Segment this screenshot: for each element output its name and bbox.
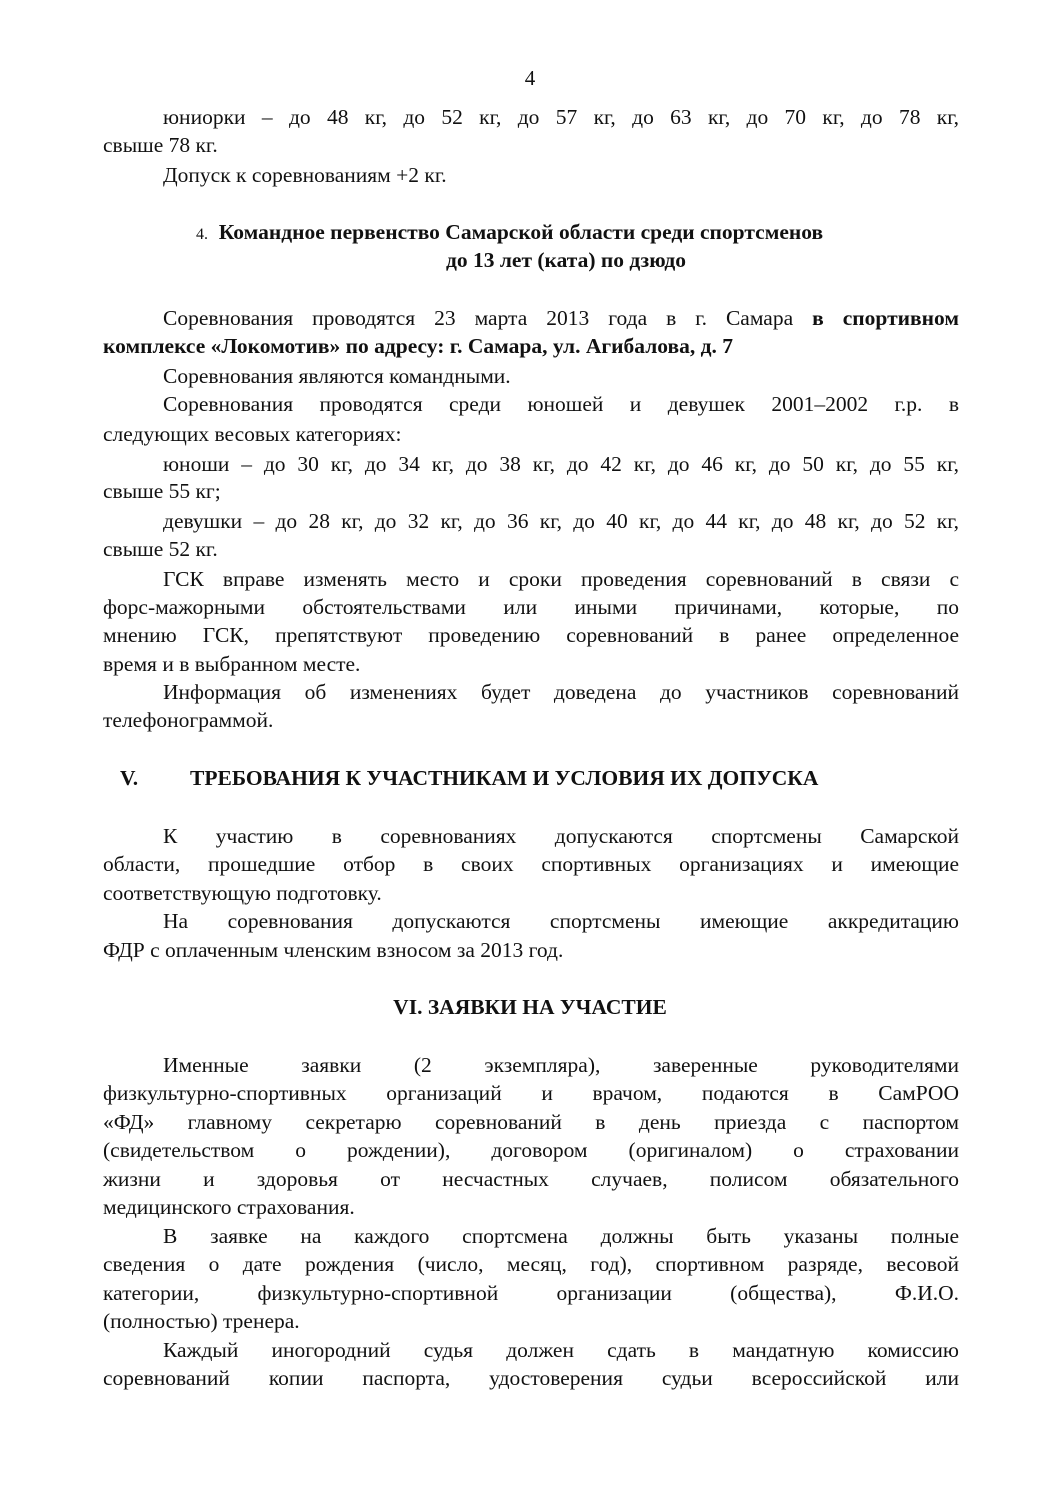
text-line: юноши – до 30 кг, до 34 кг, до 38 кг, до 42 кг, до 46 кг, до 50 кг, до 55 кг, [163, 452, 959, 476]
text-line: комплексе «Локомотив» по адресу: г. Самара, ул. Агибалова, д. 7 [103, 334, 733, 358]
text-line: жизни и здоровья от несчастных случаев, полисом обязательного [103, 1167, 959, 1191]
text-line: свыше 78 кг. [103, 133, 218, 157]
section-number: V. [120, 766, 139, 790]
text-line: ГСК вправе изменять место и сроки проведения соревнований в связи с [163, 567, 959, 591]
text-line: свыше 55 кг; [103, 479, 221, 503]
text-line: К участию в соревнованиях допускаются спортсмены Самарской [163, 824, 959, 848]
text-line: «ФД» главному секретарю соревнований в день приезда с паспортом [103, 1110, 959, 1134]
text-line: (свидетельством о рождении), договором (оригиналом) о страховании [103, 1138, 959, 1162]
text-span: Соревнования проводятся 23 марта 2013 года в г. Самара [163, 306, 813, 330]
section-title: ТРЕБОВАНИЯ К УЧАСТНИКАМ И УСЛОВИЯ ИХ ДОПУСКА [190, 766, 819, 790]
text-line: категории, физкультурно-спортивной организации (общества), Ф.И.О. [103, 1281, 959, 1305]
text-line: девушки – до 28 кг, до 32 кг, до 36 кг, до 40 кг, до 44 кг, до 48 кг, до 52 кг, [163, 509, 959, 533]
text-line: время и в выбранном месте. [103, 652, 361, 676]
text-line: следующих весовых категориях: [103, 422, 402, 446]
text-line: телефонограммой. [103, 708, 274, 732]
text-line: области, прошедшие отбор в своих спортивных организациях и имеющие [103, 852, 959, 876]
text-line: физкультурно-спортивных организаций и врачом, подаются в СамРОО [103, 1081, 959, 1105]
subsection-title-line1: Командное первенство Самарской области среди спортсменов [218, 220, 824, 244]
subsection-heading [196, 218, 823, 249]
text-line: Именные заявки (2 экземпляра), заверенные руководителями [163, 1053, 959, 1077]
subsection-title-line2: до 13 лет (ката) по дзюдо [445, 248, 687, 272]
text-line: В заявке на каждого спортсмена должны быть указаны полные [163, 1224, 959, 1248]
text-line: Информация об изменениях будет доведена до участников соревнований [163, 680, 959, 704]
text-line: свыше 52 кг. [103, 537, 218, 561]
page-number: 4 [524, 66, 536, 90]
text-line: ФДР с оплаченным членским взносом за 2013 год. [103, 938, 564, 962]
text-line: форс-мажорными обстоятельствами или иными причинами, которые, по [103, 595, 959, 619]
text-line: юниорки – до 48 кг, до 52 кг, до 57 кг, до 63 кг, до 70 кг, до 78 кг, [163, 105, 959, 129]
section-title: VI. ЗАЯВКИ НА УЧАСТИЕ [393, 995, 667, 1019]
text-line: Соревнования проводятся среди юношей и девушек 2001–2002 г.р. в [163, 392, 959, 416]
text-line: Соревнования являются командными. [163, 364, 511, 388]
text-line: На соревнования допускаются спортсмены имеющие аккредитацию [163, 909, 959, 933]
text-line: Допуск к соревнованиям +2 кг. [163, 163, 447, 187]
text-line: медицинского страхования. [103, 1195, 355, 1219]
text-line: мнению ГСК, препятствуют проведению соревнований в ранее определенное [103, 623, 959, 647]
text-line: соревнований копии паспорта, удостоверения судьи всероссийской или [103, 1366, 959, 1390]
text-line [163, 304, 959, 332]
subsection-number: 4. [196, 226, 208, 243]
text-line: Каждый иногородний судья должен сдать в мандатную комиссию [163, 1338, 959, 1362]
text-line: (полностью) тренера. [103, 1309, 300, 1333]
text-line: соответствующую подготовку. [103, 881, 382, 905]
text-line: сведения о дате рождения (число, месяц, год), спортивном разряде, весовой [103, 1252, 959, 1276]
bold-span: в спортивном [812, 306, 959, 330]
